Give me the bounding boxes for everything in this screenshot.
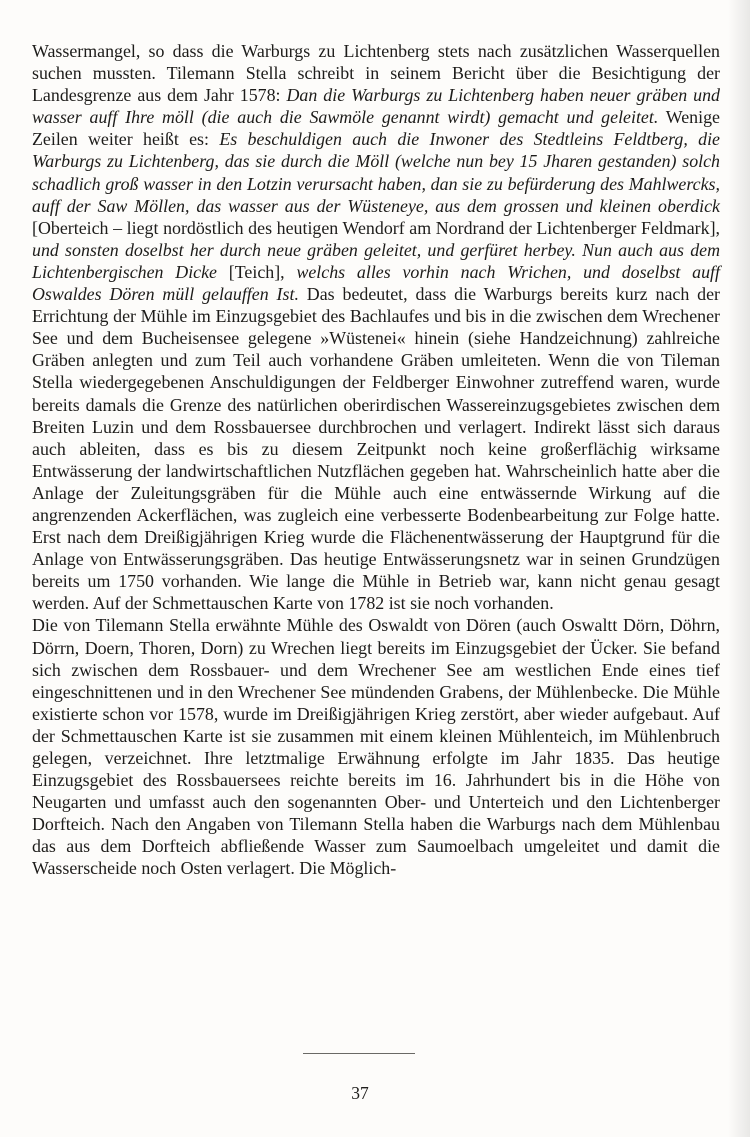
text-run: Wenige Zeilen weiter heißt es:: [32, 107, 720, 150]
paragraph-1: [32, 40, 720, 614]
quote-run: Es beschuldigen auch die Inwoner des Stedtleins Feldtberg, die Warburgs zu Lichtenberg, das sie durch die Möll (welche nun bey 15 Jharen gestanden) solch schadlich groß wasser in den Lotzin verursacht haben, dan sie zu befürderung des Mahlwercks, auff der Saw Möllen, das wasser aus der Wüsteneye, aus dem grossen und kleinen oberdick: [32, 129, 720, 216]
paragraph-2: [32, 614, 720, 879]
quote-run: welchs alles vorhin nach Wrichen, und doselbst auff Oswaldes Dören müll gelauffen Ist.: [32, 261, 720, 305]
page-number: 37: [351, 1083, 369, 1103]
quote-run: Dan die Warburgs zu Lichtenberg haben neuer gräben und wasser auff Ihre möll (die auch die Sawmöle genannt wirdt) gemacht und geleitet.: [32, 85, 720, 128]
body-text: [32, 40, 720, 880]
text-run: Das bedeutet, dass die Warburgs bereits kurz nach der Errichtung der Mühle im Einzugsgebiet des Bachlaufes und bis in die zwischen dem Wrechener See und dem Bucheisensee gelegene »Wüstenei« hinein (siehe Handzeichnung) zahlreiche Gräben anlegten und zum Teil auch vorhandene Gräben umleiteten. Wenn die von Tileman Stella wiedergegebenen Anschuldigungen der Feldberger Einwohner zutreffend waren, wurde bereits damals die Grenze des natürlichen oberirdischen Wassereinzugsgebietes zwischen dem Breiten Luzin und dem Rossbauersee durchbrochen und verlagert. Indirekt lässt sich daraus auch ableiten, dass es bis zu diesem Zeitpunkt noch keine großerflächig wirksame Entwässerung der landwirtschaftlichen Nutzflächen gegeben hat. Wahrscheinlich hatte aber die Anlage der Zuleitungsgräben für die Mühle auch eine entwässernde Wirkung auf die angrenzenden Ackerflächen, was zugleich eine verbesserte Bodenbearbeitung zur Folge hatte. Erst nach dem Dreißigjährigen Krieg wurde die Flächenentwässerung der Hauptgrund für die Anlage von Entwässerungsgräben. Das heutige Entwässerungsnetz war in seinen Grundzügen bereits um 1750 vorhanden. Wie lange die Mühle in Betrieb war, kann nicht genau gesagt werden. Auf der Schmettauschen Karte von 1782 ist sie noch vorhanden.: [32, 284, 721, 614]
text-run: Die von Tilemann Stella erwähnte Mühle des Oswaldt von Dören (auch Oswaltt Dörn, Döhrn, Dörrn, Doern, Thoren, Dorn) zu Wrechen liegt bereits im Einzugsgebiet der Ücker. Sie befand sich zwischen dem Rossbauer- und dem Wrechener See am westlichen Ende eines tief eingeschnittenen und in den Wrechener See mündenden Grabens, der Mühlenbecke. Die Mühle existierte schon vor 1578, wurde im Dreißigjährigen Krieg zerstört, aber wieder aufgebaut. Auf der Schmettauschen Karte ist sie zusammen mit einem kleinen Mühlenteich, im Mühlenbruch gelegen, verzeichnet. Ihre letztmalige Erwähnung erfolgte im Jahr 1835. Das heutige Einzugsgebiet des Rossbauersees reichte bereits im 16. Jahrhundert bis in die Höhe von Neugarten und umfasst auch den sogenannten Ober- und Unterteich und den Lichtenberger Dorfteich. Nach den Angaben von Tilemann Stella haben die Warburgs nach dem Mühlenbau das aus dem Dorfteich abfließende Wasser zum Saumoelbach umgeleitet und damit die Wasserscheide noch Osten verlagert. Die Möglich-: [32, 615, 720, 879]
text-run: [Oberteich – liegt nordöstlich des heutigen Wendorf am Nordrand der Lichtenberger Feldmark],: [32, 217, 720, 238]
text-run: [Teich],: [217, 261, 297, 282]
page-edge-shadow: [728, 0, 750, 1137]
quote-run: und sonsten doselbst her durch neue gräben geleitet, und gerfüret herbey. Nun auch aus dem Lichtenbergischen Dicke: [32, 239, 720, 282]
text-run: Wassermangel, so dass die Warburgs zu Lichtenberg stets nach zusätzlichen Wasserquellen suchen mussten. Tilemann Stella schreibt in seinem Bericht über die Besichtigung der Landesgrenze aus dem Jahr 1578:: [32, 41, 720, 106]
footer-rule: [303, 1053, 415, 1054]
